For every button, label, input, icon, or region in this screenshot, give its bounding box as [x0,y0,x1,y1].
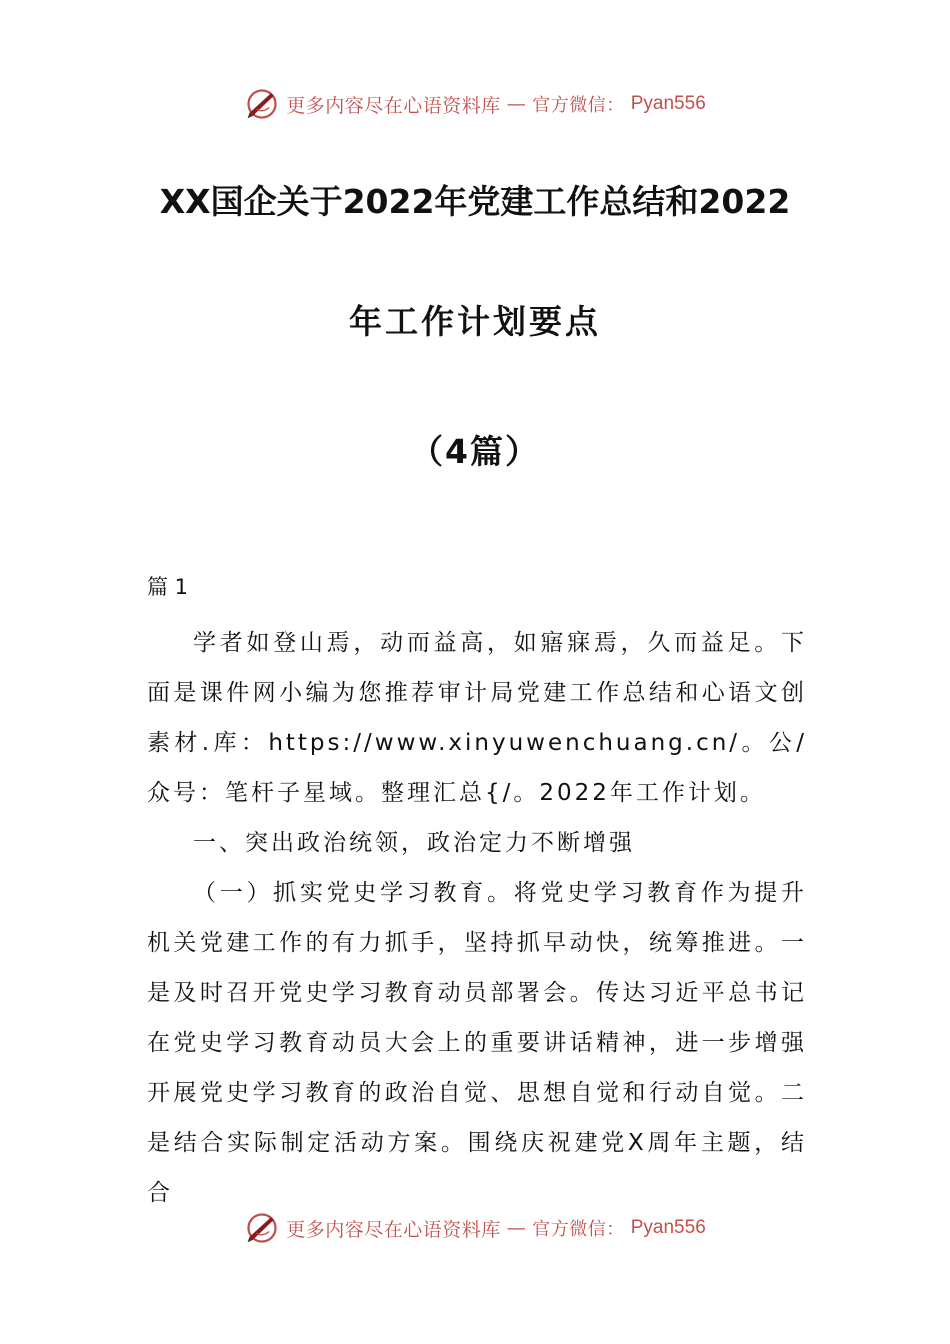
watermark-wechat-id: Pyan556 [630,93,706,114]
document-title-line-1: XX国企关于2022年党建工作总结和2022 [159,182,791,221]
paragraph-intro: 学者如登山焉，动而益高，如寤寐焉，久而益足。下面是课件网小编为您推荐审计局党建工作总结和心语文创素材.库：https://www.xinyuwenchuang.cn/。公/众号：笔杆子星域。整理汇总{/。2022年工作计划。 [147,630,807,806]
watermark-text: 更多内容尽在心语资料库 [286,1218,501,1241]
watermark-footer [0,1208,950,1248]
watermark-text: 更多内容尽在心语资料库 [286,94,501,117]
watermark-separator: — [506,1217,527,1239]
watermark-separator: — [506,93,527,115]
watermark-header [0,84,950,124]
paragraph-item-1: （一）抓实党史学习教育。将党史学习教育作为提升机关党建工作的有力抓手，坚持抓早动快，统筹推进。一是及时召开党史学习教育动员部署会。传达习近平总书记在党史学习教育动员大会上的重要讲话精神，进一步增强开展党史学习教育的政治自觉、思想自觉和行动自觉。二是结合实际制定活动方案。围绕庆祝建党X周年主题，结合 [147,880,807,1206]
document-title-count: （4篇） [410,432,540,471]
paragraph-heading-1: 一、突出政治统领，政治定力不断增强 [193,830,635,856]
watermark-wechat-id: Pyan556 [630,1217,706,1238]
pen-logo-icon [244,1210,280,1246]
document-body [147,568,807,1218]
pen-logo-icon [244,86,280,122]
watermark-wechat-label: 官方微信： [532,1219,625,1240]
document-title-line-2: 年工作计划要点 [349,302,601,341]
section-label: 篇 1 [147,575,189,599]
watermark-wechat-label: 官方微信： [532,95,625,116]
